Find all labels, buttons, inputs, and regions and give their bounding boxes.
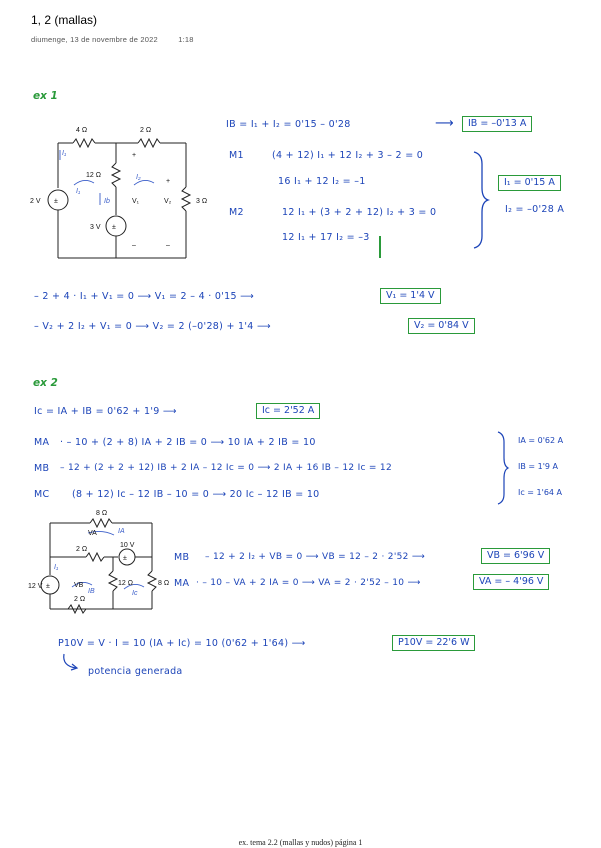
ex2-circuit-diagram: [28, 505, 178, 615]
ex2-power-note: potencia generada: [88, 666, 183, 677]
ex2-result-power: P10V = 22'6 W: [392, 635, 475, 651]
page-footer: ex. tema 2.2 (mallas y nudos) página 1: [238, 838, 363, 847]
svg-text:–: –: [132, 242, 136, 249]
svg-text:+: +: [132, 152, 137, 159]
ex2-label: ex 2: [33, 377, 58, 389]
ex2-va-label: VA: [88, 530, 97, 537]
ex2-mb-eq: – 12 + (2 + 2 + 12) IB + 2 IA – 12 Ic = 0 ⟶ 2 IA + 16 IB – 12 Ic = 12: [60, 463, 392, 473]
ex2-vb-label: VB: [74, 582, 84, 589]
svg-text:–: –: [166, 242, 170, 249]
ex2-source-mid-label: 10 V: [120, 542, 135, 549]
ex2-result-va: VA = – 4'96 V: [473, 574, 549, 590]
svg-text:±: ±: [54, 198, 58, 205]
ex1-eq-ib: IB = I₁ + I₂ = 0'15 – 0'28: [226, 119, 351, 130]
ex1-label: ex 1: [33, 90, 58, 102]
ex1-source-left-label: 2 V: [30, 198, 41, 205]
ex2-ma2-label: MA: [174, 578, 190, 589]
ex2-result-ia: IA = 0'62 A: [518, 436, 564, 445]
ex2-ia-label: IA: [118, 528, 125, 535]
ex2-source-left-label: 12 V: [28, 583, 43, 590]
time-text: 1:18: [178, 35, 194, 44]
ex1-v1-eq: – 2 + 4 · I₁ + V₁ = 0 ⟶ V₁ = 2 – 4 · 0'15 ⟶: [34, 291, 255, 302]
ex2-result-ic: Ic = 2'52 A: [256, 403, 320, 419]
ex2-ma2-eq: · – 10 – VA + 2 IA = 0 ⟶ VA = 2 · 2'52 – 10 ⟶: [196, 578, 421, 588]
ex1-m1-simplified: 16 I₁ + 12 I₂ = –1: [278, 176, 366, 187]
ex2-ic-label: Ic: [132, 590, 138, 597]
ex1-result-ib: IB = –0'13 A: [462, 116, 532, 132]
ex2-result-ib: IB = 1'9 A: [518, 462, 559, 471]
ex1-r-mid-label: 12 Ω: [86, 172, 101, 179]
ex1-r-top-right-label: 2 Ω: [140, 127, 152, 134]
ex2-power-eq: P10V = V · I = 10 (IA + Ic) = 10 (0'62 + 1'64) ⟶: [58, 638, 306, 649]
ex2-ma-eq: · – 10 + (2 + 8) IA + 2 IB = 0 ⟶ 10 IA + 2 IB = 10: [60, 437, 316, 448]
ex1-m1-eq: (4 + 12) I₁ + 12 I₂ + 3 – 2 = 0: [272, 150, 424, 161]
ex1-r-right-label: 3 Ω: [196, 198, 208, 205]
page-date: [31, 35, 194, 44]
ex2-mb-label: MB: [34, 463, 50, 474]
ex1-result-v1: V₁ = 1'4 V: [380, 288, 441, 304]
ex2-mc-eq: (8 + 12) Ic – 12 IB – 10 = 0 ⟶ 20 Ic – 12 IB = 10: [72, 489, 320, 500]
ex1-m1-label: M1: [229, 150, 244, 161]
ex2-r-top-label: 8 Ω: [96, 510, 108, 517]
ex1-result-i1: I₁ = 0'15 A: [498, 175, 561, 191]
ex2-r-mid-label: 12 Ω: [118, 580, 133, 587]
ex1-r-top-left-label: 4 Ω: [76, 127, 88, 134]
ex2-r-left-mid-label: 2 Ω: [76, 546, 88, 553]
ex1-circuit-diagram: [28, 115, 228, 265]
ex2-result-vb: VB = 6'96 V: [481, 548, 550, 564]
ex2-mb2-label: MB: [174, 552, 190, 563]
svg-text:±: ±: [112, 224, 116, 231]
date-text: diumenge, 13 de novembre de 2022: [31, 35, 158, 44]
ex1-m2-simplified: 12 I₁ + 17 I₂ = –3: [282, 232, 370, 243]
ex1-ib-label: Ib: [104, 198, 110, 205]
ex1-result-i2: I₂ = –0'28 A: [505, 204, 565, 215]
ex2-r-right-label: 8 Ω: [158, 580, 170, 587]
ex1-result-v2: V₂ = 0'84 V: [408, 318, 475, 334]
ex2-i1-label: I₁: [54, 564, 59, 571]
ex1-m2-eq: 12 I₁ + (3 + 2 + 12) I₂ + 3 = 0: [282, 207, 437, 218]
ex1-v1-label: V₁: [132, 198, 140, 205]
svg-text:±: ±: [123, 555, 127, 562]
ex2-r-left-bottom-label: 2 Ω: [74, 596, 86, 603]
page-title: 1, 2 (mallas): [31, 13, 98, 27]
ex2-result-ic: Ic = 1'64 A: [518, 488, 563, 497]
ex1-source-mid-label: 3 V: [90, 224, 101, 231]
svg-text:±: ±: [46, 583, 50, 590]
ex1-v2-label: V₂: [164, 198, 172, 205]
ex1-i1-label: I₁: [62, 150, 67, 157]
ex1-loop2-label: I₂: [136, 174, 141, 181]
ex1-v2-eq: – V₂ + 2 I₂ + V₁ = 0 ⟶ V₂ = 2 (–0'28) + 1'4 ⟶: [34, 321, 271, 332]
ex1-loop1-label: I₁: [76, 188, 81, 195]
svg-text:+: +: [166, 178, 171, 185]
ex1-m2-label: M2: [229, 207, 244, 218]
ex2-ma-label: MA: [34, 437, 50, 448]
ex2-ib-label: IB: [88, 588, 95, 595]
ex2-mb2-eq: – 12 + 2 I₂ + VB = 0 ⟶ VB = 12 – 2 · 2'52 ⟶: [205, 552, 426, 562]
ex2-ic-eq: Ic = IA + IB = 0'62 + 1'9 ⟶: [34, 406, 177, 417]
ex2-mc-label: MC: [34, 489, 50, 500]
